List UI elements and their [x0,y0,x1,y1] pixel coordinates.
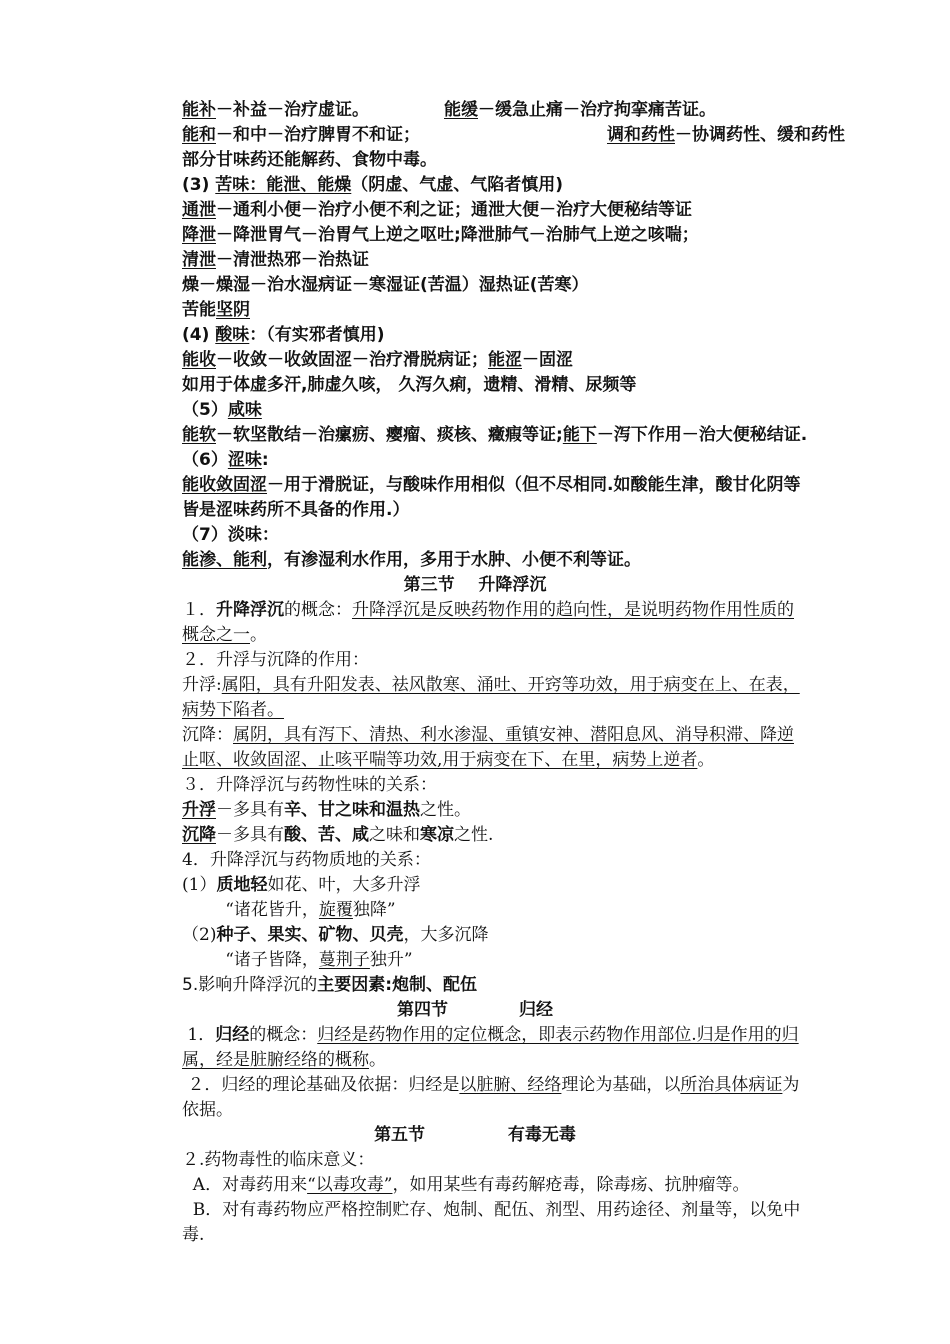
underlined-text: 止呕、收敛固涩、止咳平喘等功效,用于病变在下、在里，病势上逆者 [182,750,698,770]
text: (3) [182,175,216,195]
text: ：（有实邪者慎用) [249,325,385,345]
term: 能收敛固涩 [182,475,267,495]
text-line [182,973,477,997]
text-line [182,123,845,147]
bold-text: 种子、果实、矿物、贝壳 [216,925,404,945]
text-line [182,923,488,947]
text-line [182,698,284,722]
text-line [182,198,692,222]
second-term-group [607,123,845,147]
text-line [182,173,563,197]
text: －软坚散结－治瘰疬、瘿瘤、痰核、癥瘕等证; [216,425,563,445]
text: 如用于体虚多汗,肺虚久咳， 久泻久痢，遗精、滑精、尿频等 [182,375,637,395]
underlined-text: 属阳，具有升阳发表、祛风散寒、涌吐、开窍等功效，用于病变在上、在表， [221,675,800,695]
underlined-text: 升降浮沉是反映药物作用的趋向性，是说明药物作用性质的 [352,600,794,620]
text: －缓急止痛－治疗拘挛痛苦证。 [478,100,716,120]
text: 理论为基础，以 [561,1075,681,1095]
text: “诸子皆降， [182,950,319,970]
bold-text: 归经 [215,1025,250,1045]
text-line [182,348,573,372]
text: ，大多沉降 [403,925,489,945]
text: ３．升降浮沉与药物性味的关系： [182,775,437,795]
text-line [182,473,800,497]
text: １． [182,600,216,620]
text: 依据。 [182,1100,233,1120]
text-line [182,548,641,572]
text: 苦能 [182,300,216,320]
underlined-text: 病势下陷者。 [182,700,284,720]
text: －多具有 [216,825,284,845]
text: 燥－燥湿－治水湿病证－寒湿证(苦温）湿热证(苦寒） [182,275,589,295]
text: 之性。 [420,800,471,820]
underlined-text: 归经是药物作用的定位概念，即表示药物作用部位.归是作用的归 [317,1025,799,1045]
text-line [182,223,699,247]
text: （阴虚、气虚、气陷者慎用) [351,175,564,195]
term: 沉降 [182,825,216,845]
text: 如花、叶，大多升浮 [267,875,421,895]
term: 能缓 [444,100,478,120]
text: 1． [182,1025,216,1045]
term: 咸味 [227,400,262,420]
bold-text: 质地轻 [216,875,268,895]
text: 。 [697,750,715,770]
text: A．对毒药用来 [182,1175,308,1195]
term: 能下 [562,425,597,445]
text-line [182,798,471,822]
underlined-text: “以毒攻毒” [307,1175,393,1195]
text-line [182,673,800,697]
text-line [182,448,269,472]
section-heading: 第四节 归经 [396,1000,554,1020]
bold-text: 寒凉 [420,825,454,845]
underlined-text: 概念之一 [182,625,250,645]
text-line [182,398,262,422]
text: 的概念： [249,1025,318,1045]
text-line [182,148,437,172]
text: ２．升浮与沉降的作用： [182,650,369,670]
text: （7）淡味： [182,525,279,545]
text: 独升” [369,950,413,970]
text-line [182,598,794,622]
text: 。 [369,1050,386,1070]
term: 坚阴 [216,300,250,320]
text: ，如用某些有毒药解疮毒，除毒疡、抗肿瘤等。 [392,1175,750,1195]
text-line [182,1198,800,1222]
text: ２．归经的理论基础及依据：归经是 [182,1075,460,1095]
term: 升浮 [182,800,216,820]
text-line [182,1048,386,1072]
text-line [182,898,396,922]
text: （6） [182,450,228,470]
text: 独降” [352,900,396,920]
term: 酸味 [215,325,250,345]
text-line [182,273,589,297]
section-heading: 第三节 升降浮沉 [403,575,547,595]
text: (1） [182,875,217,895]
text-line [182,773,437,797]
text: 5.影响升降浮沉的 [182,975,318,995]
text: ，有渗湿利水作用，多用于水肿、小便不利等证。 [267,550,641,570]
text: －收敛－收敛固涩－治疗滑脱病证； [216,350,488,370]
text-line [182,648,369,672]
text-line [182,823,493,847]
bold-text: 升降浮沉 [216,600,284,620]
text-line [182,248,369,272]
text-line [182,498,409,522]
text: （5） [182,400,228,420]
text-line [182,423,807,447]
text-line [182,298,250,322]
text: 的概念： [284,600,352,620]
text-line [182,1098,233,1122]
text: B．对有毒药物应严格控制贮存、炮制、配伍、剂型、用药途径、剂量等，以免中 [182,1200,801,1220]
underlined-text: 旋覆 [318,900,353,920]
text: －用于滑脱证，与酸味作用相似（但不尽相同.如酸能生津，酸甘化阴等 [267,475,801,495]
text-line [182,1173,749,1197]
text: 部分甘味药还能解药、食物中毒。 [182,150,437,170]
text-line [182,623,267,647]
underlined-text: 所治具体病证 [680,1075,783,1095]
text: －固涩 [522,350,573,370]
second-term-group [444,98,716,122]
term: 调和药性 [607,125,675,145]
text: （2) [182,925,217,945]
underlined-text: 蔓荆子 [318,950,370,970]
text: －降泄胃气－治胃气上逆之呕吐;降泄肺气－治肺气上逆之咳喘； [216,225,699,245]
text: 皆是涩味药所不具备的作用.） [182,500,410,520]
text: 之性. [454,825,494,845]
text: －补益－治疗虚证。 [216,100,369,120]
underlined-text: 以脏腑、经络 [459,1075,562,1095]
text: 毒. [182,1225,205,1245]
text: 4．升降浮沉与药物质地的关系： [182,850,431,870]
term: 通泄 [182,200,216,220]
term: 能和 [182,125,216,145]
text: 之味和 [369,825,420,845]
text: －和中－治疗脾胃不和证； [216,125,420,145]
term: 能收 [182,350,216,370]
bold-text: 酸、苦、咸 [284,825,369,845]
text-line [182,1023,799,1047]
text-line [182,1223,204,1247]
text: 沉降： [182,725,233,745]
term: 降泄 [182,225,216,245]
text: 。 [250,625,267,645]
underlined-text: 属，经是脏腑经络的概称 [182,1050,369,1070]
term: 能渗、能利 [182,550,267,570]
text-line [182,323,385,347]
text-line [182,98,716,122]
underlined-text: 属阴，具有泻下、清热、利水渗湿、重镇安神、潜阳息风、消导积滞、降逆 [233,725,794,745]
bold-text: 辛、甘之味和温热 [284,800,420,820]
text: 升浮: [182,675,222,695]
text: “诸花皆升， [182,900,319,920]
term: 能软 [182,425,216,445]
text-line [182,748,714,772]
section-heading: 第五节 有毒无毒 [374,1125,576,1145]
term: 涩味 [227,450,262,470]
text: : [261,450,269,470]
text-line [182,373,636,397]
text-line [182,848,431,872]
text: －泻下作用－治大便秘结证. [596,425,808,445]
text: ２.药物毒性的临床意义： [182,1150,375,1170]
text: 为 [782,1075,800,1095]
term: 能涩 [488,350,522,370]
text: (4) [182,325,216,345]
text: －清泄热邪－治热证 [216,250,369,270]
text-line [182,873,420,897]
term: 清泄 [182,250,216,270]
term: 能补 [182,100,216,120]
bold-text: 主要因素:炮制、配伍 [317,975,478,995]
text: －通利小便－治疗小便不利之证；通泄大便－治疗大便秘结等证 [216,200,692,220]
text-line [182,948,413,972]
text-line [182,523,279,547]
term: 苦味：能泄、能燥 [215,175,352,195]
text-line [182,723,794,747]
text: －多具有 [216,800,284,820]
text-line [182,1148,374,1172]
text-line [182,1073,799,1097]
text: －协调药性、缓和药性 [675,125,845,145]
